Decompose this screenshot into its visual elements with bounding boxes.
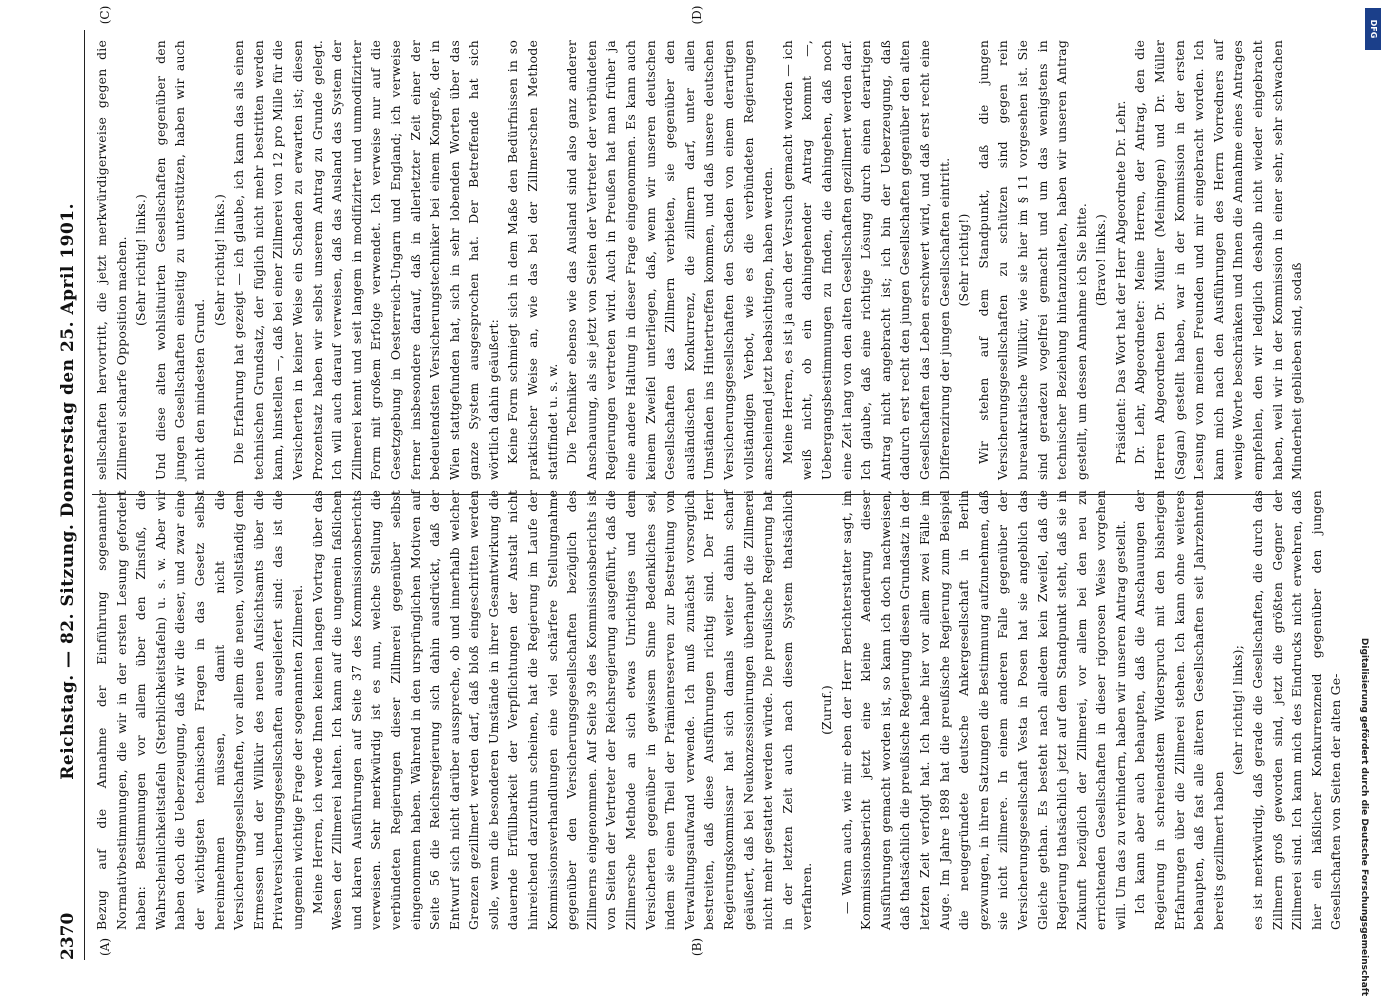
interjection: (Sehr richtig! links.) [133, 193, 149, 327]
column-divider [92, 494, 1282, 495]
margin-marker-d: (D) [690, 5, 704, 25]
paragraph: Die Techniker ebenso wie das Ausland sind also ganz anderer Anschauung, als sie jetzt von Seiten der Vertreter der verbündeten Regierungen vertreten wird. Auch in Preußen hat man früher ja eine andere Haltung in dieser Frage eingenommen. Es kann auch keinem Zweifel unterliegen, daß, wenn wir unseren deutschen Gesellschaften das Zillmern verbieten, sie gegenüber den ausländischen Konkurrenz, die zillmern darf, unter allen Umständen ins Hintertreffen kommen, und daß unsere deutschen Versicherungsgesellschaften den Schaden von einem derartigen vollständigen Verbot, wie es die verbündeten Regierungen anscheinend jetzt beabsichtigen, haben werden. [564, 40, 776, 480]
quotation: Keine Form schmiegt sich in dem Maße den Bedürfnissen in so praktischer Weise an, wie das bei der Zillmerschen Methode stattfindet u. s. w. [505, 40, 560, 480]
interjection: (Zuruf.) [818, 685, 834, 735]
paragraph: Meine Herren, ich werde Ihnen keinen langen Vortrag über das Wesen der Zillmerei halten. Ich kann auf die ungemein faßlichen und klaren Ausführungen auf Seite 37 des Kommissionsberichts verweisen. Sehr merkwürdig ist es nun, welche Stellung die verbündeten Regierungen dieser Zillmerei gegenüber selbst eingenommen haben. Während in den ursprünglichen Motiven auf Seite 56 die Reichsregierung sich dahin ausdrückt, daß der Entwurf sich nicht darüber ausspreche, ob und innerhalb welcher Grenzen gezillmert werden darf, daß bloß eingeschritten werden solle, wenn die besonderen Umstände in ihrer Gesamtwirkung die dauernde Erfüllbarkeit der Verpflichtungen der Anstalt nicht hinreichend darzuthun scheinen, hat die Regierung im Laufe der Kommissionsverhandlungen eine viel schärfere Stellungnahme gegenüber den Versicherungsgesellschaften bezüglich des Zillmerns eingenommen. Auf Seite 39 des Kommissionsberichts ist von Seiten der Vertreter der Reichsregierung ausgeführt, daß die Zillmersche Methode an sich etwas Unrichtiges und dem Versicherten gegenüber in gewissem Sinne Bedenkliches sei, indem sie einen Theil der Prämienreserven zur Bestreitung von Verwaltungsaufwand verwende. Ich muß zunächst vorsorglich bestreiten, daß diese Ausführungen richtig sind. Der Herr Regierungskommissar hat sich damals weiter dahin scharf geäußert, daß bei Neukonzessionirungen überhaupt die Zillmerei nicht mehr gestattet werden würde. Die preußische Regierung hat in der letzten Zeit auch nach diesem System thatsächlich verfahren. [309, 490, 815, 930]
paragraph: Die Erfahrung hat gezeigt — ich glaube, ich kann das als einen technischen Grundsatz, der füglich nicht mehr bestritten werden kann, hinstellen —, daß bei einer Zillmerei von 12 pro Mille für die Versicherten in keiner Weise ein Schaden zu erwarten ist; diesen Prozentsatz haben wir selbst unserem Antrag zu Grunde gelegt. Ich will auch darauf verweisen, daß das Ausland das System der Zillmerei kennt und seit langem in modifizirter und unmodifizirter Form mit großem Erfolge verwendet. Ich verweise nur auf die Gesetzgebung in Oesterreich-Ungarn und England; ich verweise ferner insbesondere darauf, daß in allerletzter Zeit einer der bedeutendsten Versicherungstechniker bei einem Kongreß, der in Wien stattgefunden hat, sich in sehr lobenden Worten über das ganze System ausgesprochen hat. Der Betreffende hat sich wörtlich dahin geäußert: [231, 40, 501, 480]
paragraph: Und diese alten wohlsituirten Gesellschaften gegenüber den jungen Gesellschaften einseitig zu unterstützen, haben wir auch nicht den mindesten Grund. [152, 40, 207, 480]
page-header [58, 30, 85, 960]
paragraph: es ist merkwürdig, daß gerade die Gesellschaften, die durch das Zillmern groß geworden sind, jetzt die größten Gegner der Zillmerei sind. Ich kann mich des Eindrucks nicht erwehren, daß hier ein häßlicher Konkurrenzneid gegenüber den jungen Gesellschaften von Seiten der alten Ge- [1250, 490, 1344, 930]
page-number: 2370 [58, 912, 78, 960]
margin-marker-b: (B) [690, 937, 704, 957]
interjection: (Sehr richtig!) [956, 213, 972, 307]
dfg-logo-text: DFG [1369, 19, 1378, 39]
speaker-paragraph: Dr. Lehr, Abgeordneter: Meine Herren, der Antrag, den die Herren Abgeordneten Dr. Müller (Meiningen) und Dr. Müller (Sagan) gestellt haben, war in der Kommission in der ersten Lesung von meinen Freunden und mir eingebracht worden. Ich kann mich nach den Ausführungen des Herrn Vorredners auf wenige Worte beschränken und Ihnen die Annahme eines Antrages empfehlen, den wir lediglich deshalb nicht wieder eingebracht haben, weil wir in der Kommission in einer sehr, sehr schwachen Minderheit geblieben sind, sodaß [1132, 40, 1305, 480]
digitization-note [1352, 6, 1376, 996]
margin-marker-a: (A) [98, 937, 112, 957]
paragraph: — Wenn auch, wie mir eben der Herr Berichterstatter sagt, im Kommissionsbericht jetzt eine kleine Aenderung dieser Ausführungen gemacht worden ist, so kann ich doch nachweisen, daß thatsächlich die preußische Regierung diesen Grundsatz in der letzten Zeit verfolgt hat. Ich habe hier vor allem zwei Fälle im Auge. Im Jahre 1898 hat die preußische Regierung zum Beispiel die neugegründete deutsche Ankergesellschaft in Berlin gezwungen, in ihren Satzungen die Bestimmung aufzunehmen, daß sie nicht zillmere. In einem anderen Falle gegenüber der Versicherungsgesellschaft Vesta in Posen hat sie angeblich das Gleiche gethan. Es besteht nach alledem kein Zweifel, daß die Regierung thatsächlich jetzt auf dem Standpunkt steht, daß sie in Zukunft bezüglich der Zillmerei, vor allem bei den neu zu errichtenden Gesellschaften in dieser rigorosen Weise vorgehen will. Um das zu verhindern, haben wir unseren Antrag gestellt. [838, 490, 1128, 930]
left-column [92, 490, 1344, 930]
paragraph: Meine Herren, es ist ja auch der Versuch gemacht worden — ich weiß nicht, ob ein dahingehender Antrag kommt —, Uebergangsbestimmungen zu finden, die dahingehen, daß noch eine Zeit lang von den alten Gesellschaften gezillmert werden darf. Ich glaube, daß eine richtige Lösung durch einen derartigen Antrag nicht angebracht ist; ich bin der Ueberzeugung, daß dadurch erst recht den jungen Gesellschaften gegenüber den alten Gesellschaften das Leben erschwert wird, und daß erst recht eine Differenzirung der jungen Gesellschaften eintritt. [779, 40, 952, 480]
interjection: (Bravo! links.) [1093, 213, 1109, 307]
margin-marker-c: (C) [98, 5, 112, 25]
paragraph: Bezug auf die Annahme der Einführung sogenannter Normativbestimmungen, die wir in der ersten Lesung gefordert haben: Bestimmungen vor allem über den Zinsfuß, die Wahrscheinlichkeitstafeln (Sterblichkeitstafeln) u. s. w. Aber wir haben doch die Ueberzeugung, daß wir die dieser, und zwar eine der wichtigsten technischen Fragen in das Gesetz selbst hereinnehmen müssen, damit nicht die Versicherungsgesellschaften, vor allem die neuen, vollständig dem Ermessen und der Willkür des neuen Aufsichtsamts über die Privatversicherungsgesellschaften ausgeliefert sind: das ist die ungemein wichtige Frage der sogenannten Zillmerei. [94, 490, 305, 930]
right-column [92, 40, 1305, 480]
running-title: Reichstag. — 82. Sitzung. Donnerstag den 25. April 1901. [58, 202, 78, 780]
paragraph: Wir stehen auf dem Standpunkt, daß die jungen Versicherungsgesellschaften zu schützen sind gegen rein bureaukratische Willkür, wie sie hier im § 11 vorgesehen ist. Sie sind geradezu vogelfrei gemacht und um das wenigstens in technischer Beziehung hintanzuhalten, haben wir unseren Antrag gestellt, um dessen Annahme ich Sie bitte. [975, 40, 1089, 480]
interjection: (sehr richtig! links); [1230, 644, 1246, 776]
paragraph: Ich kann aber auch behaupten, daß die Anschauungen der Regierung in schreiendstem Widerspruch mit den bisherigen Erfahrungen über die Zillmerei stehen. Ich kann ohne weiteres behaupten, daß fast alle älteren Gesellschaften seit Jahrzehnten bereits gezillmert haben [1132, 490, 1226, 930]
speaker-paragraph: Präsident: Das Wort hat der Herr Abgeordnete Dr. Lehr. [1112, 100, 1128, 464]
paragraph: sellschaften hervortritt, die jetzt merkwürdigerweise gegen die Zillmerei scharfe Opposition machen. [94, 40, 129, 480]
interjection: (Sehr richtig! links.) [211, 193, 227, 327]
digitization-note-text: Digitalisierung gefördert durch die Deutsche Forschungsgemeinschaft [1359, 637, 1369, 996]
